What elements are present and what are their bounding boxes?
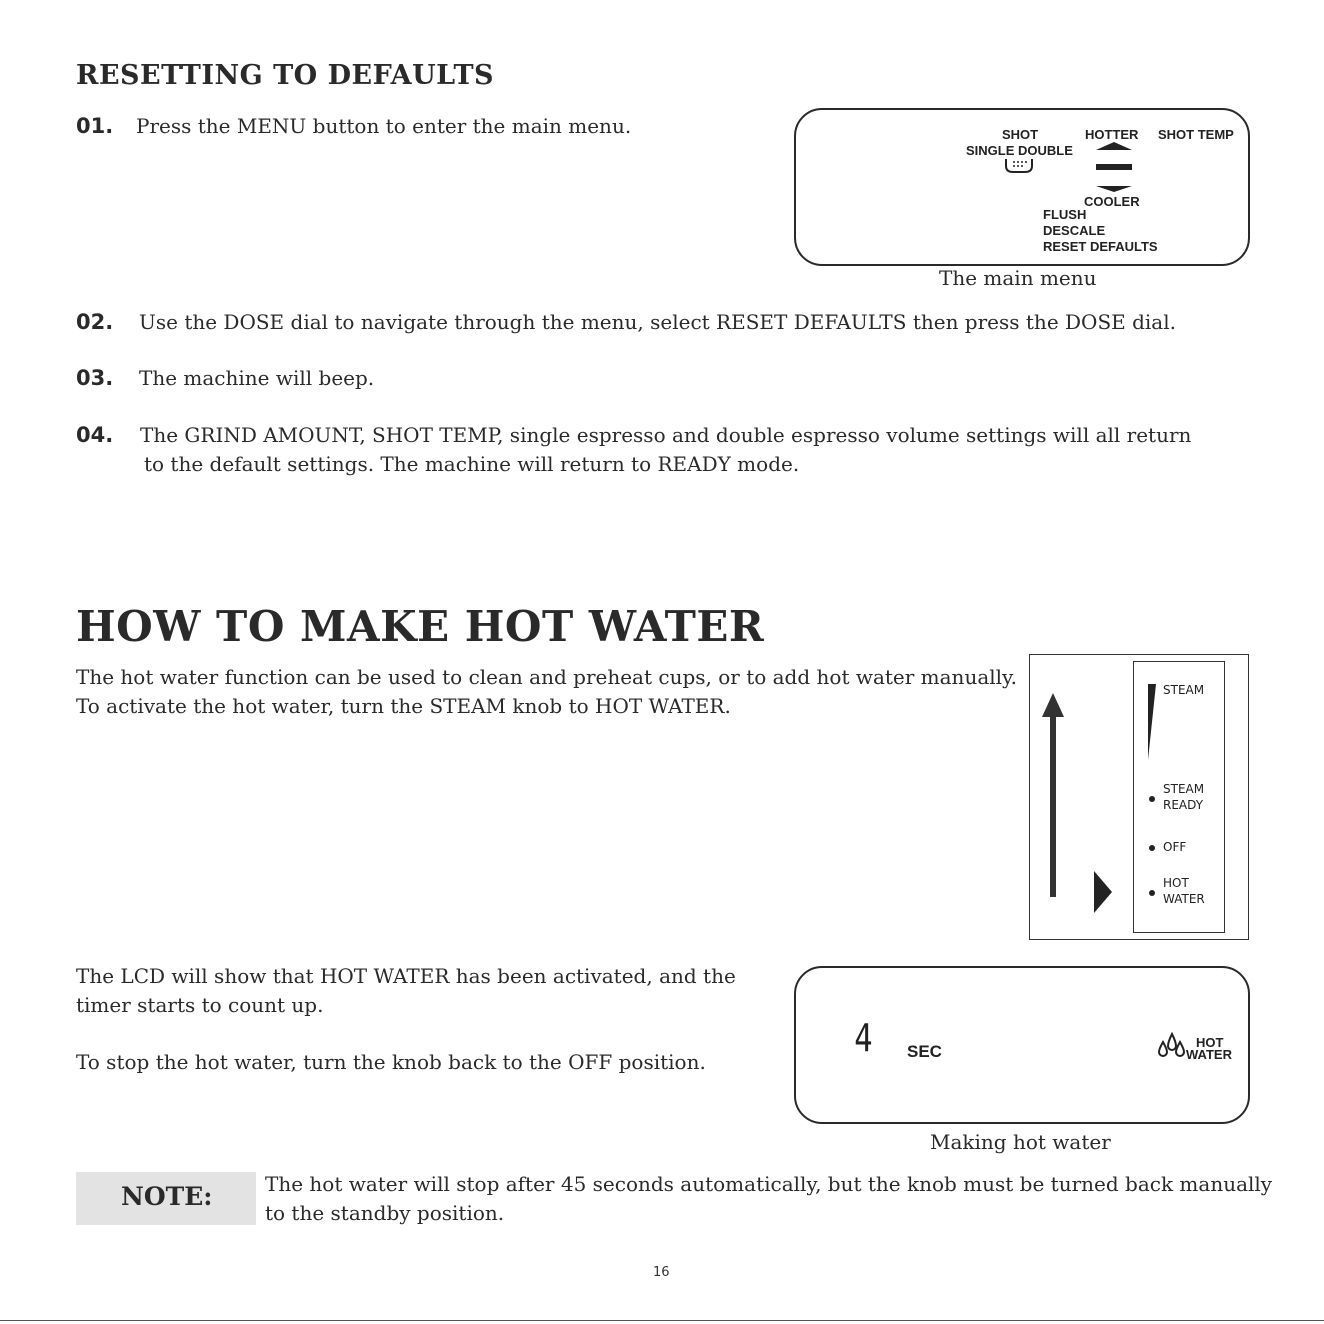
step-text: The GRIND AMOUNT, SHOT TEMP, single espresso and double espresso volume settings will all return: [140, 423, 1192, 447]
arrow-up-icon: [1040, 691, 1068, 901]
lcd-hotter-label: HOTTER: [1085, 127, 1139, 142]
intro-text: The hot water function can be used to clean and preheat cups, or to add hot water manually.: [76, 665, 1018, 689]
lcd-sec-label: SEC: [907, 1042, 942, 1061]
bottom-divider: [0, 1320, 1324, 1321]
knob-steam-ready-label-1: STEAM: [1163, 782, 1205, 796]
note-text: to the standby position.: [265, 1201, 505, 1225]
steam-knob-diagram: [1029, 654, 1249, 940]
knob-steam-label: STEAM: [1163, 683, 1205, 697]
knob-steam-ready-label-2: READY: [1163, 798, 1204, 812]
temp-bars-icon: [1092, 142, 1136, 198]
steam-ready-dot: [1149, 796, 1155, 802]
note-text: The hot water will stop after 45 seconds automatically, but the knob must be turned back manually: [265, 1172, 1273, 1196]
step-number: 04.: [76, 423, 114, 447]
lcd-shot-temp-label: SHOT TEMP: [1158, 127, 1234, 142]
hot-water-caption: Making hot water: [930, 1130, 1111, 1154]
knob-hot-water-label-2: WATER: [1163, 892, 1205, 906]
water-drops-icon: [1156, 1032, 1188, 1058]
stop-instruction: To stop the hot water, turn the knob back to the OFF position.: [76, 1050, 706, 1074]
lcd-flush-label: FLUSH: [1043, 207, 1087, 222]
lcd-description: timer starts to count up.: [76, 993, 324, 1017]
note-label: NOTE:: [121, 1182, 213, 1211]
main-menu-lcd: [794, 108, 1250, 266]
hot-water-dot: [1149, 890, 1155, 896]
cup-icon: [1004, 157, 1034, 175]
section-title-hot-water: HOW TO MAKE HOT WATER: [76, 602, 765, 651]
knob-label-panel: [1133, 661, 1225, 933]
step-number: 02.: [76, 310, 114, 334]
intro-text: To activate the hot water, turn the STEAM knob to HOT WATER.: [76, 694, 731, 718]
lcd-reset-defaults-label: RESET DEFAULTS: [1043, 239, 1158, 254]
page-number: 16: [653, 1265, 670, 1280]
hot-water-lcd: [794, 966, 1250, 1124]
note-box: [76, 1172, 256, 1225]
lcd-shot-label: SHOT: [1002, 127, 1039, 142]
main-menu-caption: The main menu: [939, 266, 1097, 290]
section-title-reset: RESETTING TO DEFAULTS: [76, 60, 495, 91]
step-number: 03.: [76, 366, 114, 390]
lcd-hot-label: HOT: [1196, 1035, 1224, 1050]
knob-off-label: OFF: [1163, 840, 1187, 854]
lcd-description: The LCD will show that HOT WATER has been activated, and the: [76, 964, 736, 988]
step-text: Use the DOSE dial to navigate through the menu, select RESET DEFAULTS then press the DOSE dial.: [139, 310, 1176, 334]
step-text-continued: to the default settings. The machine will return to READY mode.: [144, 452, 800, 476]
step-number: 01.: [76, 114, 114, 138]
steam-wedge-icon: [1146, 682, 1158, 762]
lcd-descale-label: DESCALE: [1043, 223, 1106, 238]
lcd-cooler-label: COOLER: [1084, 194, 1140, 209]
knob-hot-water-label-1: HOT: [1163, 876, 1189, 890]
lcd-timer-digit: 4: [854, 1016, 873, 1060]
step-text: Press the MENU button to enter the main menu.: [136, 114, 632, 138]
step-text: The machine will beep.: [139, 366, 375, 390]
lcd-water-label: WATER: [1186, 1047, 1232, 1062]
off-dot: [1149, 845, 1155, 851]
pointer-triangle-icon: [1092, 869, 1114, 915]
lcd-single-double-label: SINGLE DOUBLE: [966, 143, 1073, 158]
